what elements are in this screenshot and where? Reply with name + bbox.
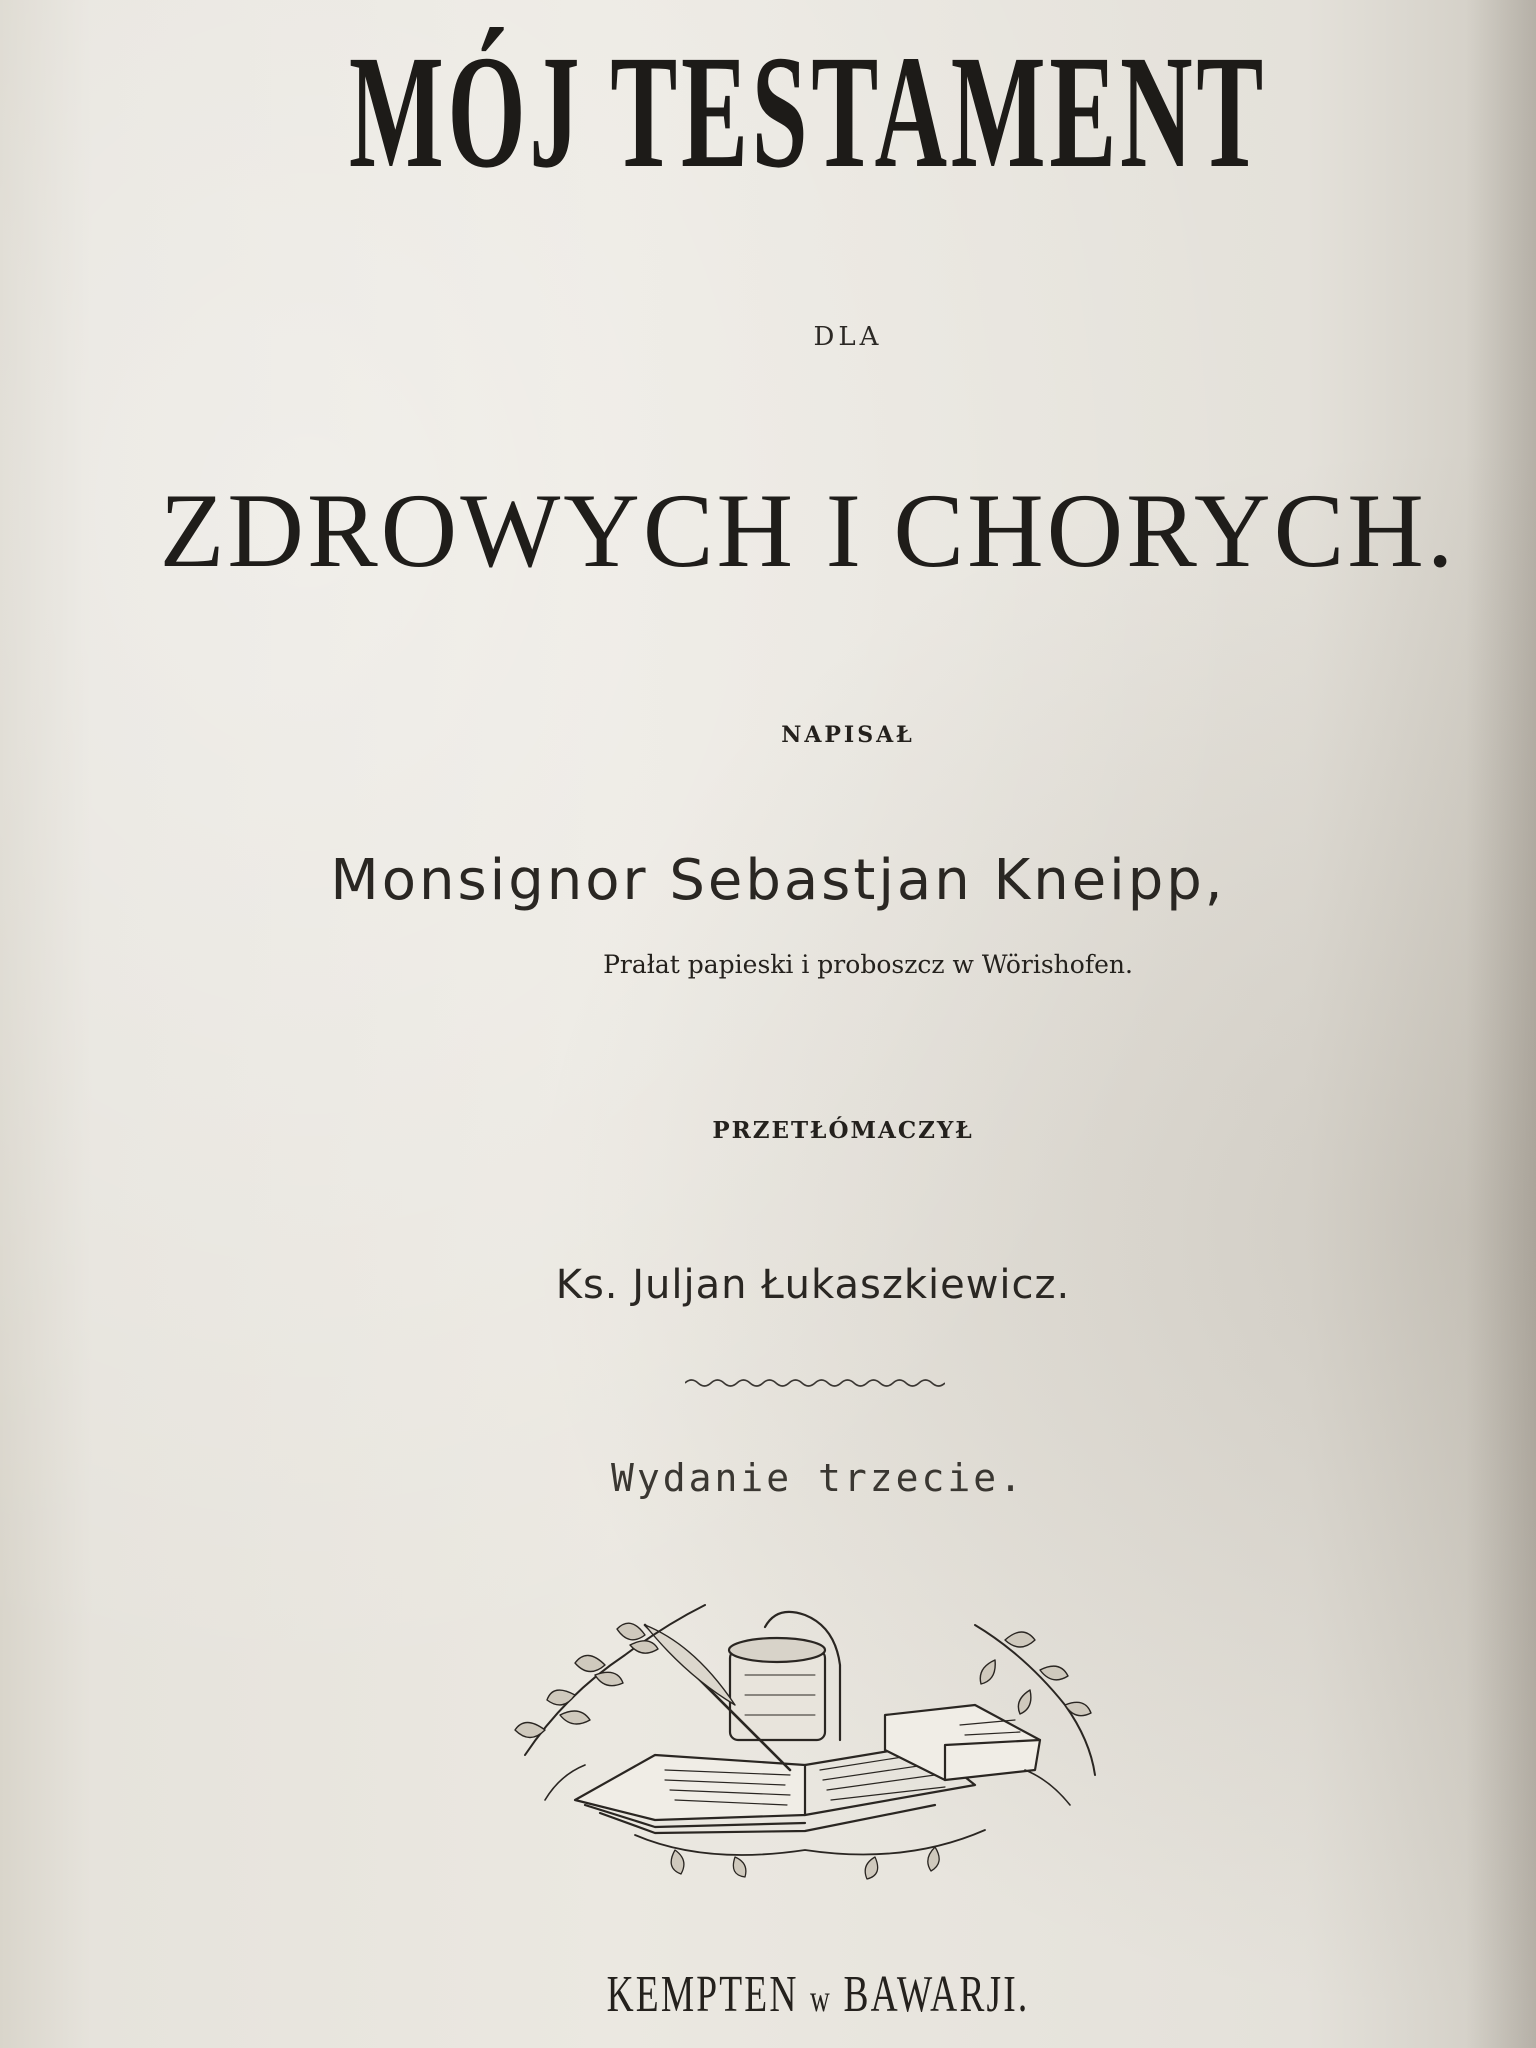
book-title: MÓJ TESTAMENT bbox=[348, 23, 1268, 202]
book-subtitle: ZDROWYCH I CHORYCH. bbox=[159, 472, 1457, 589]
imprint-city: KEMPTEN bbox=[606, 1966, 799, 2023]
author-role: Prałat papieski i proboszcz w Wörishofen. bbox=[603, 950, 1133, 979]
translator-name: Ks. Juljan Łukaszkiewicz. bbox=[555, 1262, 1071, 1308]
books-inkwell-vignette bbox=[505, 1565, 1105, 1885]
imprint-region: BAWARJI. bbox=[843, 1966, 1030, 2023]
author-name: Monsignor Sebastjan Kneipp, bbox=[330, 848, 1226, 913]
dla-word: DLA bbox=[813, 322, 883, 352]
imprint bbox=[265, 1965, 1371, 2024]
edition-note: Wydanie trzecie. bbox=[610, 1456, 1026, 1500]
written-by-label: NAPISAŁ bbox=[781, 722, 915, 748]
imprint-w: w bbox=[810, 1978, 832, 2020]
translated-by-label: PRZETŁÓMACZYŁ bbox=[712, 1117, 974, 1144]
wavy-rule-ornament bbox=[685, 1376, 945, 1390]
